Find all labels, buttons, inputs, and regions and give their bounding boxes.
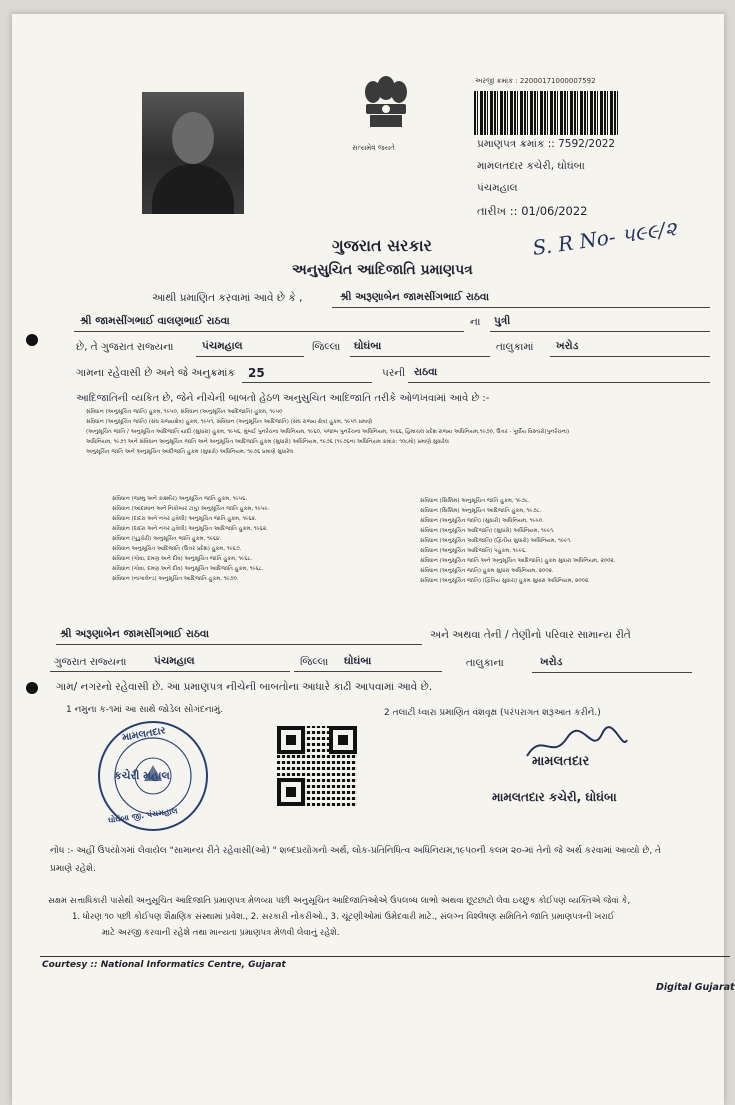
resident-village-value: ખરોડ bbox=[540, 656, 563, 668]
resident-taluka-label: તાલુકાના bbox=[466, 657, 504, 669]
order-item: સંવિધાન અનુસૂચિત આદિજાતિ (ઉત્તર પ્રદેશ) હુકમ, ૧૯૬૭. bbox=[112, 546, 242, 552]
footer-brand: Digital Gujarat bbox=[656, 982, 735, 993]
resident-state-label: ગુજરાત રાજ્યના bbox=[54, 656, 127, 668]
district-label: જિલ્લા bbox=[312, 341, 341, 353]
note-line-1: નોંધ :- અહીં ઉપયોગમાં લેવાયેલ "સામાન્ય રીતે રહેવાસી(ઓ) " શબ્દપ્રયોગનો અર્થ, લોક-પ્રતિનિધિત્વ અધિનિયમ,૧૯૫૦ની કલમ ૨૦-માં તેનો જે અર્થ કરવામાં આવ્યો છે, તે bbox=[50, 846, 662, 856]
footer-courtesy: Courtesy :: National Informatics Centre, Gujarat bbox=[42, 960, 286, 970]
order-item: સંવિધાન (આંદામાન અને નિકોબાર ટાપુ) અનુસૂચિત જાતિ હુકમ, ૧૯૫૯. bbox=[112, 506, 270, 512]
order-item: સંવિધાન (નાગાલેન્ડ) અનુસૂચિત આદિજાતિ હુકમ, ૧૯૭૦. bbox=[112, 576, 239, 582]
state-label: છે, તે ગુજરાત રાજ્યના bbox=[76, 341, 174, 353]
order-item: સંવિધાન (સિક્કિમ) અનુસૂચિત આદિજાતિ હુકમ, ૧૯૭૮. bbox=[420, 508, 542, 514]
taluka-value: ઘોઘંબા bbox=[354, 340, 382, 352]
order-item: સંવિધાન (સિક્કિમ) અનુસૂચિત જાતિ હુકમ, ૧૯૭૮. bbox=[420, 498, 530, 504]
father-name: શ્રી જામસીંગભાઈ વાલણભાઈ રાઠવા bbox=[80, 315, 230, 327]
seal-top-text: મામલતદાર bbox=[121, 725, 167, 744]
order-item: સંવિધાન (અનુસૂચિત જાતિ) હુકમ સુધારા અધિનિયમ, ૨૦૦૨. bbox=[420, 568, 554, 574]
issuing-office: મામલતદાર કચેરી, ઘોઘંબા bbox=[477, 160, 585, 172]
certificate-title: અનુસુચિત આદિજાતિ પ્રમાણપત્ર bbox=[292, 262, 473, 278]
issuing-district: પંચમહાલ bbox=[477, 182, 518, 194]
basis-item-2: 2 તલાટી ધ્વારા પ્રમાણિત વંશવૃક્ષ (પરંપરાગત શરૂઆત કરીને.) bbox=[384, 708, 601, 718]
order-item: અનુસૂચિત જાતિ અને અનુસૂચિત આદીજાતિ હુકમ (સુધારો) અધિનિયમ, ૧૯૭૬ પ્રમાણે સુધારેલ bbox=[86, 449, 294, 455]
qr-code bbox=[277, 726, 357, 806]
orders-top-list bbox=[86, 407, 686, 457]
orders-left-list bbox=[112, 494, 269, 584]
state-emblem-icon bbox=[358, 68, 414, 148]
order-item: સંવિધાન (અનુસૂચિત જાતિ) (સંઘ રાજ્યક્ષેત્ર) હુકમ, ૧૯૫૧, સંવિધાન (અનુસૂચિત આદિજાતિ) (સંઘ રાજ્ય ક્ષેત્ર) હુકમ, ૧૯૫૧ પ્રમાણે bbox=[86, 419, 373, 425]
orders-right-list bbox=[420, 496, 615, 586]
note-line-2: પ્રમાણે રહેશે. bbox=[50, 864, 96, 874]
schedule-number: 25 bbox=[248, 366, 265, 380]
certificate-number: પ્રમાણપત્ર ક્રમાંક :: 7592/2022 bbox=[477, 138, 616, 150]
punch-hole bbox=[26, 682, 38, 694]
resident-name: શ્રી અરૂણાબેન જામસીંગભાઈ રાઠવા bbox=[60, 628, 210, 640]
order-item: સંવિધાન (દાદરા અને નગર હવેલી) અનુસૂચિત જાતિ હુકમ, ૧૯૬૨. bbox=[112, 516, 257, 522]
caste-label: પરની bbox=[382, 367, 406, 379]
resident-district-value: પંચમહાલ bbox=[154, 655, 195, 667]
note-line-4: 1. ધોરણ ૧૦ પછી કોઈપણ શૈક્ષણિક સંસ્થામાં પ્રવેશ., 2. સરકારી નોકરીઓ., 3. ચૂંટણીઓમાં ઉમેદવારી માટે., સંલગ્ન વિશ્લેષણ સમિતિને જાતિ પ્રમાણપત્રની ખરાઈ bbox=[72, 912, 615, 922]
district-value: પંચમહાલ bbox=[202, 340, 243, 352]
seal-bottom-text: ઘોઘંબા જી. પંચમહાલ bbox=[107, 806, 179, 825]
order-item: સંવિધાન (દાદરા અને નગર હવેલી) અનુસૂચિત આદિજાતિ હુકમ, ૧૯૬૨. bbox=[112, 526, 268, 532]
officer-office: મામલતદાર કચેરી, ઘોઘંબા bbox=[492, 790, 617, 804]
order-item: સંવિધાન (અનુસૂચિત જાતિ) (સુધારો) અધિનિયમ, ૧૯૯૦. bbox=[420, 518, 544, 524]
order-item: સંવિધાન (અનુસૂચિત આદિજાતિ) પહુકમ, ૧૯૯૬. bbox=[420, 548, 527, 554]
resident-taluka-value: ઘોઘંબા bbox=[344, 655, 372, 667]
order-item: સંવિધાન (ગોવા, દમણ અને દીવ) અનુસૂચિત જાતિ હુકમ, ૧૯૬૮. bbox=[112, 556, 253, 562]
order-item: સંવિધાન (અનુસૂચિત જાતિ અને અનુસૂચિત આદિજાતિ) હુકમ સુધારા અધિનિયમ, ૨૦૦૨. bbox=[420, 558, 616, 564]
order-item: સંવિધાન (અનુસૂચિત જાતિ) (દ્વિતિય સુધારા) હુકમ સુધારા અધિનિયમ, ૨૦૦૨. bbox=[420, 578, 590, 584]
order-item: અધિનિયમ, ૧૯૭૧ અને સંવિધાન અનુસૂચિત જાતિ અને અનુસૂચિત આદિજાતિ હુકમ (સુધારો) અધિનિયમ, ૧૯૭૬ (૧૯૭૬ના અધિનિયમ ક્રમાંક: ૧૦૮મો) પ્રમાણે સુધારેલ bbox=[86, 439, 449, 445]
order-item: સંવિધાન (ગોવા, દમણ અને દીવ) અનુસૂચિત આદિજાતિ હુકમ, ૧૯૬૮. bbox=[112, 566, 264, 572]
order-item: સંવિધાન (જમ્મુ અને કાશ્મીર) અનુસૂચિત જાતિ હુકમ, ૧૯૫૬. bbox=[112, 496, 248, 502]
taluka-label: તાલુકામાં bbox=[496, 341, 534, 353]
declaration-text: આદિજાતિની વ્યકિત છે, જેને નીચેની બાબતો હેઠળ અનુસુચિત આદિજાતિ તરીકે ઓળખવામાં આવે છે :- bbox=[76, 393, 490, 404]
caste-value: રાઠવા bbox=[414, 366, 438, 378]
order-item: (અનુસૂચિત જાતિ / અનુસૂચિત આદિજાતિ યાદી (સુધારા) હુકમ, ૧૯૫૬, મુંબઈ પુનર્રચના અધિનિયમ, ૧૯૬૦, પંજાબ પુનર્રચના અધિનિયમ, ૧૯૬૬, હિમાચલ પ્રદેશ રાજ્ય અધિનિયમ,૧૯૭૦, ઉત્તર - પૂર્વીય વિસ્તારો(પુનર્રચના) bbox=[86, 429, 570, 435]
relation: પુત્રી bbox=[494, 315, 511, 327]
order-item: સંવિધાન (અનુસૂચિત જાતિ) હુકમ, ૧૯૫૦, સંવિધાન (અનુસૂચિત આદિજાતિ) હુકમ, ૧૯૫૦ bbox=[86, 409, 283, 415]
handwritten-note: S. R No- ૫૯૯/૨ bbox=[531, 216, 679, 260]
resident-district-label: જિલ્લા bbox=[300, 656, 329, 668]
seal-middle-text: કચેરી મહાલ bbox=[114, 769, 170, 782]
application-number: અરજી ક્રમાંક : 22000171000007592 bbox=[475, 77, 596, 85]
order-item: સંવિધાન (અનુસૂચિત આદિજાતિ) (દ્વિતીય સુધારો) અધિનિયમ, ૧૯૯૧. bbox=[420, 538, 572, 544]
certificate-page bbox=[12, 14, 735, 1105]
order-item: સંવિધાન (અનુસૂચિત આદિજાતિ) (સુધારો) અધિનિયમ, ૧૯૯૧. bbox=[420, 528, 555, 534]
relation-prefix: ના bbox=[470, 316, 481, 328]
barcode bbox=[474, 91, 620, 135]
note-line-3: સક્ષમ સત્તાધિકારી પાસેથી અનુસૂચિત આદિજાતિ પ્રમાણપત્ર મેળવ્યા પછી અનુસૂચિત આદિજાતિઓએ ઉપલબ્ધ લાભો અથવા છૂટછાટો લેવા ઇચ્છુક કોઈપણ વ્યક્તિએ જેવાં કે, bbox=[48, 896, 631, 906]
schedule-label: ગામના રહેવાસી છે અને જે અનુક્રમાંક bbox=[76, 367, 235, 379]
officer-designation: મામલતદાર bbox=[532, 754, 590, 769]
emblem-motto: સત્યમેવ જયતે bbox=[352, 144, 395, 152]
basis-text: ગામ/ નગરનો રહેવાસી છે. આ પ્રમાણપત્ર નીચેની બાબતોના આધારે કાઢી આપવામાં આવે છે. bbox=[56, 681, 433, 693]
punch-hole bbox=[26, 334, 38, 346]
note-line-5: માટે અરજી કરવાની રહેશે તથા માન્યતા પ્રમાણપત્ર મેળવી લેવાનું રહેશે. bbox=[102, 928, 340, 938]
intro-text: આથી પ્રમાણિત કરવામાં આવે છે કે , bbox=[152, 292, 303, 304]
village-value: ખરોડ bbox=[556, 340, 579, 352]
applicant-photo bbox=[142, 92, 244, 214]
applicant-name: શ્રી અરૂણાબેન જામસીંગભાઈ રાઠવા bbox=[340, 291, 490, 303]
issue-date: તારીખ :: 01/06/2022 bbox=[477, 204, 588, 218]
family-text: અને અથવા તેની / તેણીનો પરિવાર સામાન્ય રીતે bbox=[430, 629, 631, 641]
government-title: ગુજરાત સરકાર bbox=[332, 236, 432, 255]
basis-item-1: 1 નમુના ક-૧માં આ સાથે જોડેલ સોગંદનામું. bbox=[66, 705, 224, 715]
order-item: સંવિધાન (પુડુચેરી) અનુસૂચિત જાતિ હુકમ, ૧૯૬૪. bbox=[112, 536, 222, 542]
